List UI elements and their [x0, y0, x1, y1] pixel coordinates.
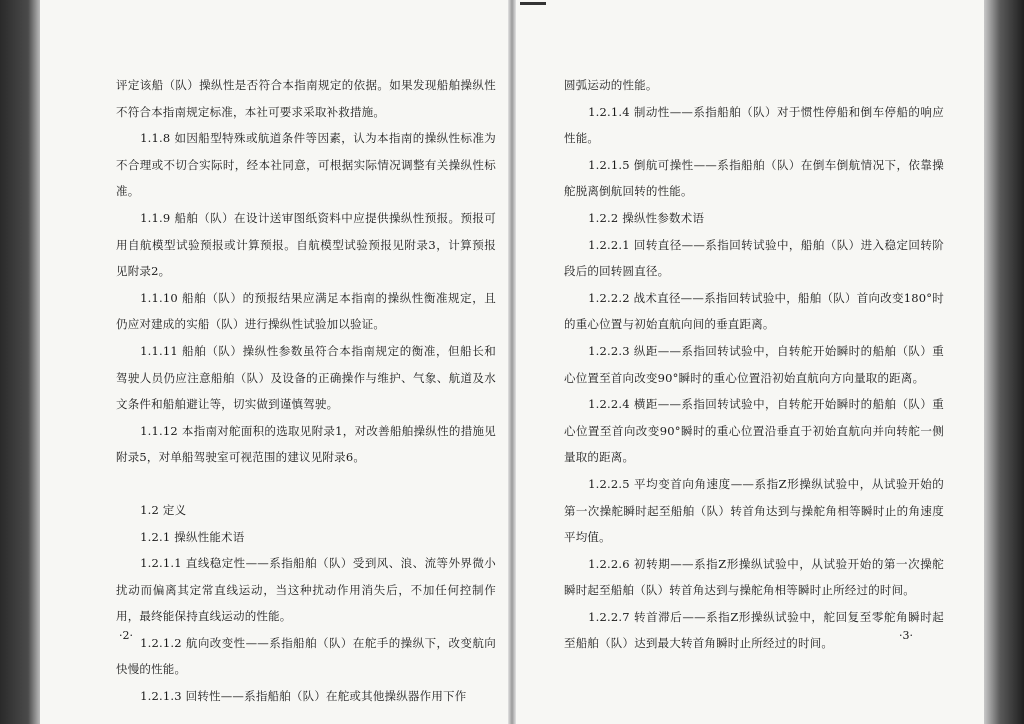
book-gutter [508, 0, 516, 724]
paragraph: 1.2.2.7 转首滞后——系指Z形操纵试验中，舵回复至零舵角瞬时起至船舶（队）达到最大转首角瞬时止所经过的时间。 [564, 609, 944, 651]
scan-mark [520, 2, 546, 5]
paragraph: 1.1.11 船舶（队）操纵性参数虽符合本指南规定的衡准，但船长和驾驶人员仍应注意船舶（队）及设备的正确操作与维护、气象、航道及水文条件和船舶避让等，切实做到谨慎驾驶。 [116, 343, 496, 412]
section-heading: 1.2 定义 [140, 502, 187, 517]
right-page-text [564, 72, 944, 657]
paragraph: 评定该船（队）操纵性是否符合本指南规定的依据。如果发现船舶操纵性不符合本指南规定标准，本社可要求采取补救措施。 [116, 78, 496, 119]
section-spacer [116, 471, 496, 497]
subsection-heading: 1.2.2 操纵性参数术语 [588, 210, 705, 225]
scan-edge-left [0, 0, 40, 724]
page-number-right: ·3· [899, 629, 913, 642]
paragraph: 1.1.8 如因船型特殊或航道条件等因素，认为本指南的操纵性标准为不合理或不切合实际时，经本社同意，可根据实际情况调整有关操纵性标准。 [116, 131, 496, 199]
scan-edge-right [984, 0, 1024, 724]
paragraph: 1.1.12 本指南对舵面积的选取见附录1，对改善船舶操纵性的措施见附录5，对单船驾驶室可视范围的建议见附录6。 [116, 423, 496, 465]
paragraph: 1.2.1.3 回转性——系指船舶（队）在舵或其他操纵器作用下作 [140, 689, 467, 704]
paragraph: 1.2.1.4 制动性——系指船舶（队）对于惯性停船和倒车停船的响应性能。 [564, 104, 944, 146]
left-page-text [116, 72, 496, 710]
subsection-heading: 1.2.1 操纵性能术语 [140, 529, 245, 544]
page-number-left: ·2· [119, 629, 133, 642]
paragraph: 1.2.2.1 回转直径——系指回转试验中，船舶（队）进入稳定回转阶段后的回转圆直径。 [564, 237, 944, 279]
paragraph: 1.2.2.6 初转期——系指Z形操纵试验中，从试验开始的第一次操舵瞬时起至船舶（队）转首角达到与操舵角相等瞬时止所经过的时间。 [564, 556, 944, 598]
paragraph: 1.2.1.5 倒航可操性——系指船舶（队）在倒车倒航情况下，依靠操舵脱离倒航回转的性能。 [564, 157, 944, 199]
paragraph: 1.1.9 船舶（队）在设计送审图纸资料中应提供操纵性预报。预报可用自航模型试验预报或计算预报。自航模型试验预报见附录3，计算预报见附录2。 [116, 210, 496, 279]
paragraph: 1.2.2.4 横距——系指回转试验中，自转舵开始瞬时的船舶（队）重心位置至首向改变90°瞬时的重心位置沿垂直于初始直航向并向转舵一侧量取的距离。 [564, 397, 944, 465]
paragraph: 1.1.10 船舶（队）的预报结果应满足本指南的操纵性衡准规定，且仍应对建成的实船（队）进行操纵性试验加以验证。 [116, 290, 496, 332]
paragraph: 1.2.2.5 平均变首向角速度——系指Z形操纵试验中，从试验开始的第一次操舵瞬时起至船舶（队）转首角达到与操舵角相等瞬时止的角速度平均值。 [564, 476, 944, 545]
paragraph: 1.2.1.1 直线稳定性——系指船舶（队）受到风、浪、流等外界微小扰动而偏离其定常直线运动，当这种扰动作用消失后，不加任何控制作用，最终能保持直线运动的性能。 [116, 556, 496, 624]
paragraph: 圆弧运动的性能。 [564, 78, 658, 92]
paragraph: 1.2.2.2 战术直径——系指回转试验中，船舶（队）首向改变180°时的重心位置与初始直航向间的垂直距离。 [564, 290, 944, 332]
paragraph: 1.2.2.3 纵距——系指回转试验中，自转舵开始瞬时的船舶（队）重心位置至首向改变90°瞬时的重心位置沿初始直航向方向量取的距离。 [564, 343, 944, 385]
paragraph: 1.2.1.2 航向改变性——系指船舶（队）在舵手的操纵下，改变航向快慢的性能。 [116, 635, 496, 677]
